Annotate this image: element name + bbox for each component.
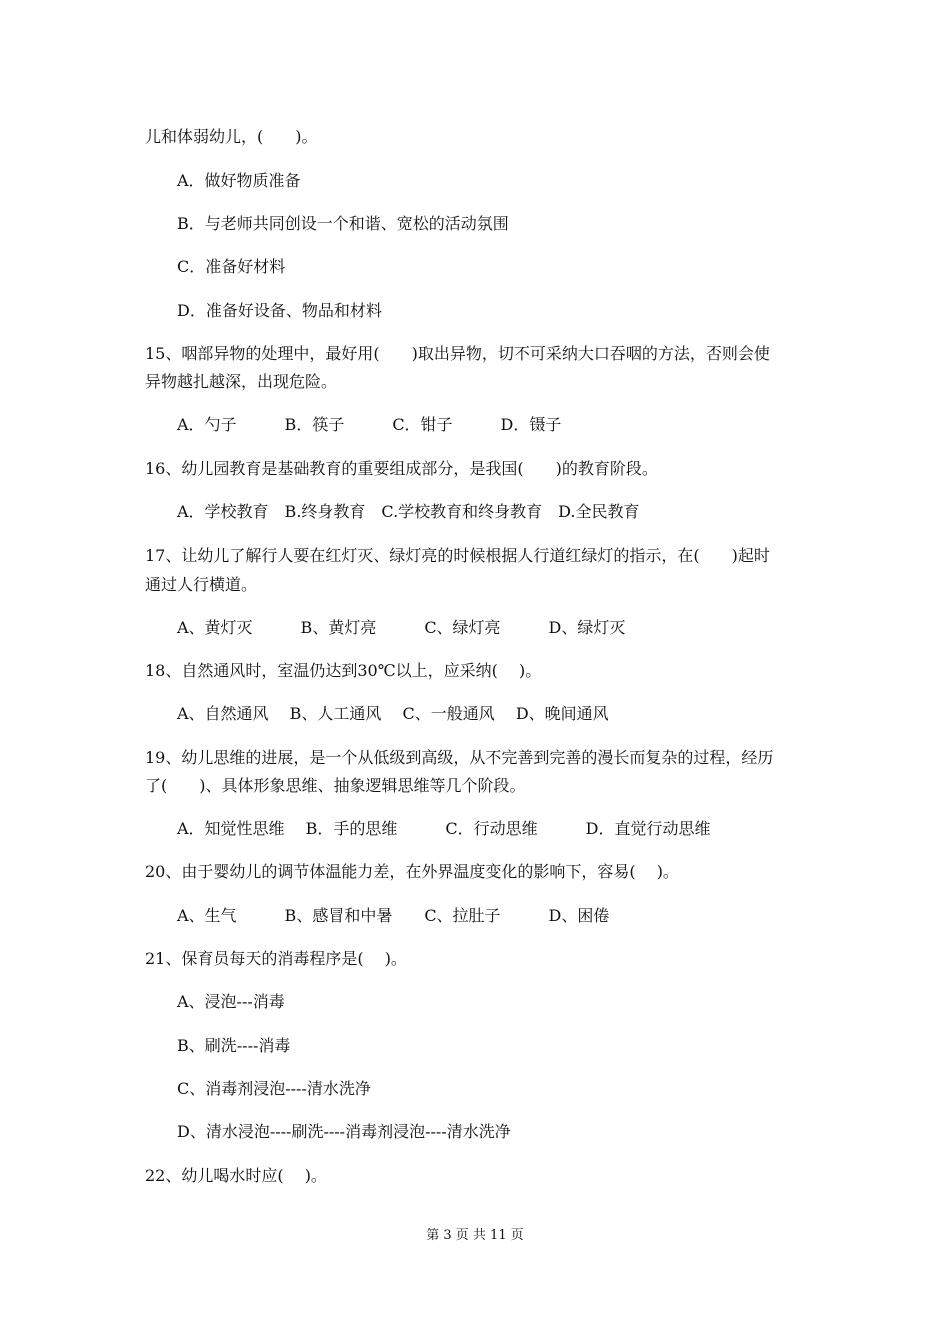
- option-line: C．准备好材料: [177, 257, 286, 276]
- question-18: 18、自然通风时，室温仍达到30℃以上，应采纳( )。: [145, 661, 542, 680]
- question-17: 17、让幼儿了解行人要在红灯灭、绿灯亮的时候根据人行道红绿灯的指示，在( )起时: [145, 546, 770, 565]
- question-20: 20、由于婴幼儿的调节体温能力差，在外界温度变化的影响下，容易( )。: [145, 862, 679, 881]
- option-line: D．准备好设备、物品和材料: [177, 301, 382, 320]
- question-15: 15、咽部异物的处理中，最好用( )取出异物，切不可采纳大口吞咽的方法，否则会使: [145, 344, 770, 363]
- option-line: A．知觉性思维 B．手的思维 C．行动思维 D．直觉行动思维: [177, 819, 711, 838]
- option-line: A、生气 B、感冒和中暑 C、拉肚子 D、困倦: [177, 906, 610, 925]
- option-line: B．与老师共同创设一个和谐、宽松的活动氛围: [177, 214, 509, 233]
- option-line: A、自然通风 B、人工通风 C、一般通风 D、晚间通风: [177, 704, 609, 723]
- question-15-continuation: 异物越扎越深，出现危险。: [145, 372, 338, 391]
- question-19: 19、幼儿思维的进展，是一个从低级到高级，从不完善到完善的漫长而复杂的过程，经历: [145, 748, 774, 767]
- option-line: D、清水浸泡----刷洗----消毒剂浸泡----清水洗净: [177, 1122, 511, 1141]
- option-line: A．做好物质准备: [177, 171, 301, 190]
- question-19-continuation: 了( )、具体形象思维、抽象逻辑思维等几个阶段。: [145, 776, 526, 795]
- question-21: 21、保育员每天的消毒程序是( )。: [145, 949, 407, 968]
- question-14-continuation: 儿和体弱幼儿，( )。: [145, 127, 318, 146]
- question-22: 22、幼儿喝水时应( )。: [145, 1166, 327, 1185]
- question-17-continuation: 通过人行横道。: [145, 575, 258, 594]
- option-line: B、刷洗----消毒: [177, 1036, 291, 1055]
- option-line: A．学校教育 B.终身教育 C.学校教育和终身教育 D.全民教育: [177, 502, 640, 521]
- page-footer: 第 3 页 共 11 页: [426, 1228, 524, 1243]
- option-line: A、浸泡---消毒: [177, 992, 285, 1011]
- option-line: A、黄灯灭 B、黄灯亮 C、绿灯亮 D、绿灯灭: [177, 618, 626, 637]
- question-16: 16、幼儿园教育是基础教育的重要组成部分，是我国( )的教育阶段。: [145, 459, 658, 478]
- option-line: A．勺子 B．筷子 C．钳子 D．镊子: [177, 415, 562, 434]
- option-line: C、消毒剂浸泡----清水洗净: [177, 1079, 371, 1098]
